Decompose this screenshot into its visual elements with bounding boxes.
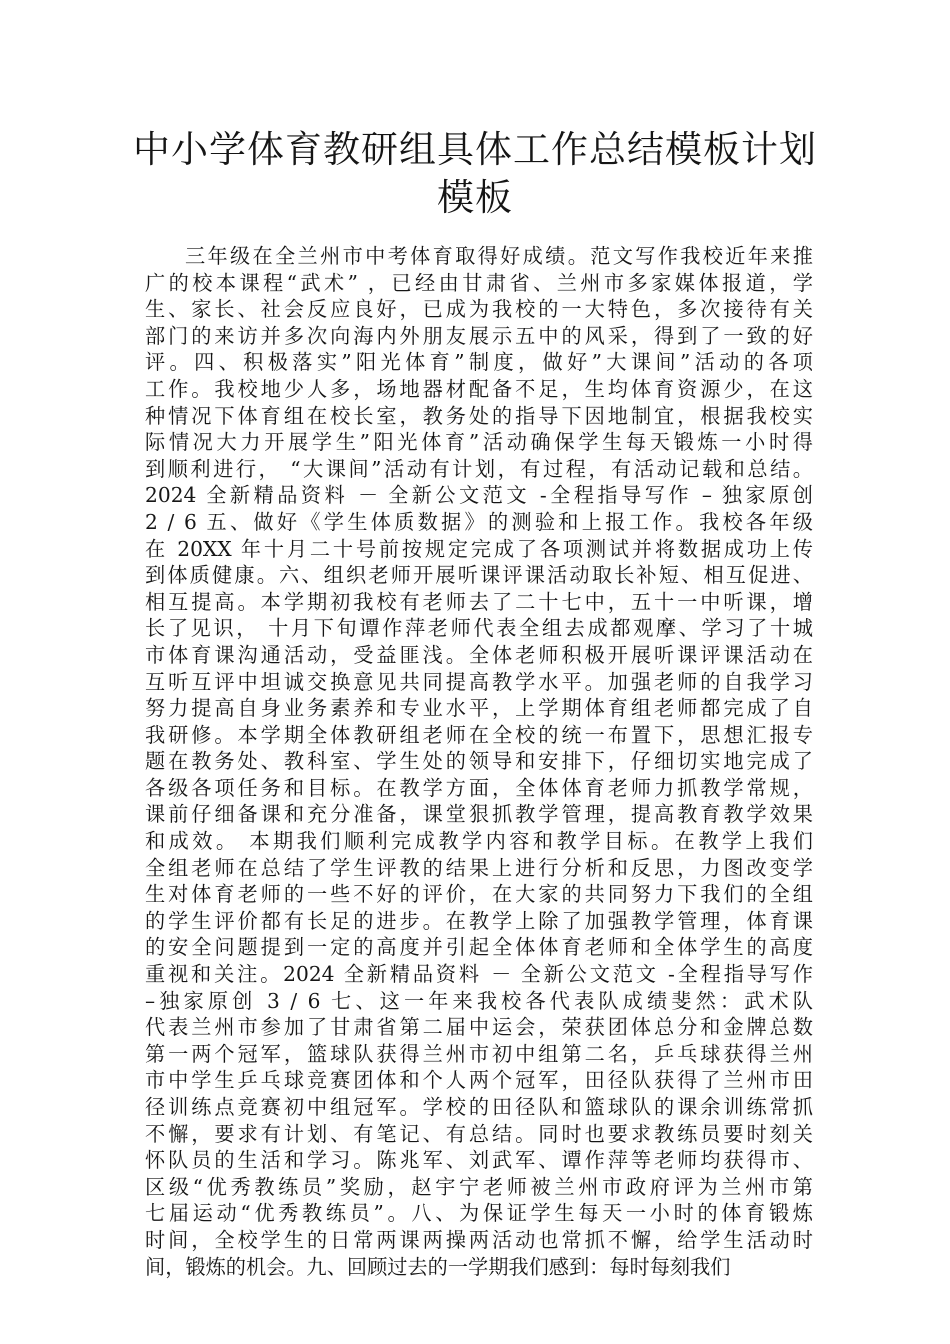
body-line: 生、家长、社会反应良好，已成为我校的一大特色，多次接待有关 [145,297,813,322]
body-line: 我研修。本学期全体教研组老师在全校的统一布置下，思想汇报专 [145,722,813,747]
body-line: 2 / 6 五、做好《学生体质数据》的测验和上报工作。我校各年级 [145,509,813,534]
body-line: 互听互评中坦诚交换意见共同提高教学水平。加强老师的自我学习 [145,669,813,694]
body-line: 广的校本课程“武术” ，已经由甘肃省、兰州市多家媒体报道，学 [145,270,813,295]
body-line: 三年级在全兰州市中考体育取得好成绩。范文写作我校近年来推 [185,244,813,268]
body-line: 的安全问题提到一定的高度并引起全体体育老师和全体学生的高度 [145,935,813,960]
body-line: 区级“优秀教练员”奖励，赵宇宁老师被兰州市政府评为兰州市第 [145,1174,813,1199]
body-line: 时间，全校学生的日常两课两操两活动也常抓不懈，给学生活动时 [145,1227,813,1252]
body-line: 2024 全新精品资料 － 全新公文范文 -全程指导写作 – 独家原创 [145,483,813,508]
body-line: 到顺利进行， “大课间”活动有计划，有过程，有活动记载和总结。 [145,456,813,481]
body-line: 和成效。 本期我们顺利完成教学内容和教学目标。在教学上我们 [145,829,813,854]
body-line: 各级各项任务和目标。在教学方面，全体体育老师力抓教学常规， [145,775,813,800]
body-line: 七届运动“优秀教练员”。八、为保证学生每天一小时的体育锻炼 [145,1201,813,1226]
body-line: 在 20XX 年十月二十号前按规定完成了各项测试并将数据成功上传 [145,536,813,561]
document-body [145,243,813,1279]
body-line: 课前仔细备课和充分准备，课堂狠抓教学管理，提高教育教学效果 [145,802,813,827]
body-line: 径训练点竞赛初中组冠军。学校的田径队和篮球队的课余训练常抓 [145,1095,813,1119]
body-line: 生对体育老师的一些不好的评价，在大家的共同努力下我们的全组 [145,882,813,907]
body-line: –独家原创 3 / 6 七、这一年来我校各代表队成绩斐然：武术队 [145,988,813,1013]
body-line: 间，锻炼的机会。九、回顾过去的一学期我们感到：每时每刻我们 [145,1254,731,1279]
body-line: 重视和关注。2024 全新精品资料 － 全新公文范文 -全程指导写作 [145,962,813,987]
body-line: 怀队员的生活和学习。陈兆军、刘武军、谭作萍等老师均获得市、 [145,1148,813,1173]
body-line: 第一两个冠军，篮球队获得兰州市初中组第二名，乒乓球获得兰州 [145,1041,813,1066]
body-line: 种情况下体育组在校长室，教务处的指导下因地制宜，根据我校实 [145,403,813,428]
document-title [120,126,830,222]
body-line: 的学生评价都有长足的进步。在教学上除了加强教学管理，体育课 [145,908,813,933]
body-line: 评。四、积极落实”阳光体育”制度，做好”大课间”活动的各项 [145,350,813,375]
body-line: 市中学生乒乓球竞赛团体和个人两个冠军，田径队获得了兰州市田 [145,1068,813,1093]
body-line: 市体育课沟通活动，受益匪浅。全体老师积极开展听课评课活动在 [145,642,813,667]
body-line: 努力提高自身业务素养和专业水平，上学期体育组老师都完成了自 [145,696,813,721]
body-line: 长了见识， 十月下旬谭作萍老师代表全组去成都观摩、学习了十城 [145,616,813,641]
title-line-1: 中小学体育教研组具体工作总结模板计划 [133,128,817,171]
body-line: 部门的来访并多次向海内外朋友展示五中的风采，得到了一致的好 [145,323,813,348]
body-line: 不懈，要求有计划、有笔记、有总结。同时也要求教练员要时刻关 [145,1121,813,1146]
body-line: 相互提高。本学期初我校有老师去了二十七中，五十一中听课，增 [145,589,813,614]
body-line: 全组老师在总结了学生评教的结果上进行分析和反思，力图改变学 [145,855,813,880]
title-line-2: 模板 [437,176,513,219]
body-line: 到体质健康。六、组织老师开展听课评课活动取长补短、相互促进、 [145,563,813,588]
body-line: 际情况大力开展学生”阳光体育”活动确保学生每天锻炼一小时得 [145,430,813,455]
body-line: 代表兰州市参加了甘肃省第二届中运会，荣获团体总分和金牌总数 [145,1015,813,1040]
body-line: 题在教务处、教科室、学生处的领导和安排下，仔细切实地完成了 [145,749,813,774]
body-line: 工作。我校地少人多，场地器材配备不足，生均体育资源少，在这 [145,376,813,401]
